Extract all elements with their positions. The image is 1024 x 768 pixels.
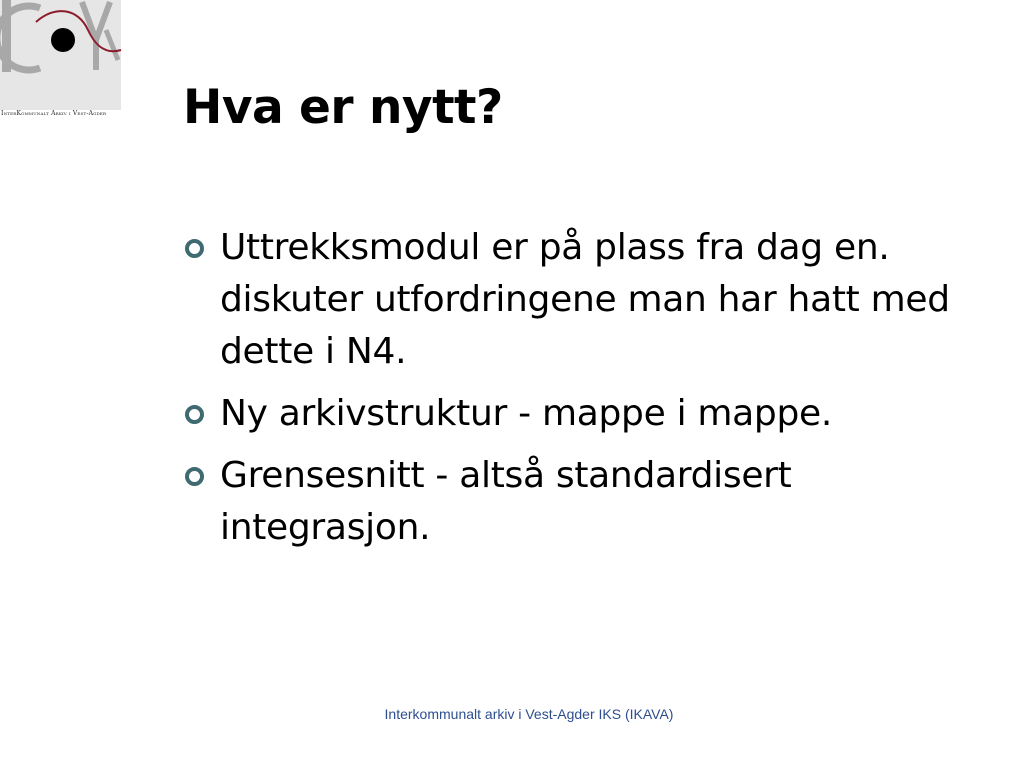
hollow-circle-icon: [185, 467, 204, 486]
bullet-item: [184, 450, 984, 554]
hollow-circle-icon: [185, 405, 204, 424]
bullet-text: Uttrekksmodul er på plass fra dag en. diskuter utfordringene man har hatt med dette i N4.: [220, 227, 950, 372]
ikava-logo: [0, 0, 124, 124]
logo-caption: InterKommunalt Arkiv i Vest-Agder: [1, 110, 107, 117]
logo-mark-icon: [0, 0, 124, 110]
bullet-text: Grensesnitt - altså standardisert integrasjon.: [220, 455, 792, 548]
bullet-item: [184, 388, 984, 440]
slide-title: Hva er nytt?: [183, 80, 503, 135]
hollow-circle-icon: [185, 239, 204, 258]
footer-text: Interkommunalt arkiv i Vest-Agder IKS (IKAVA): [384, 706, 674, 722]
bullet-item: [184, 222, 984, 378]
bullet-text: Ny arkivstruktur - mappe i mappe.: [220, 393, 833, 434]
bullet-list: [184, 222, 984, 564]
